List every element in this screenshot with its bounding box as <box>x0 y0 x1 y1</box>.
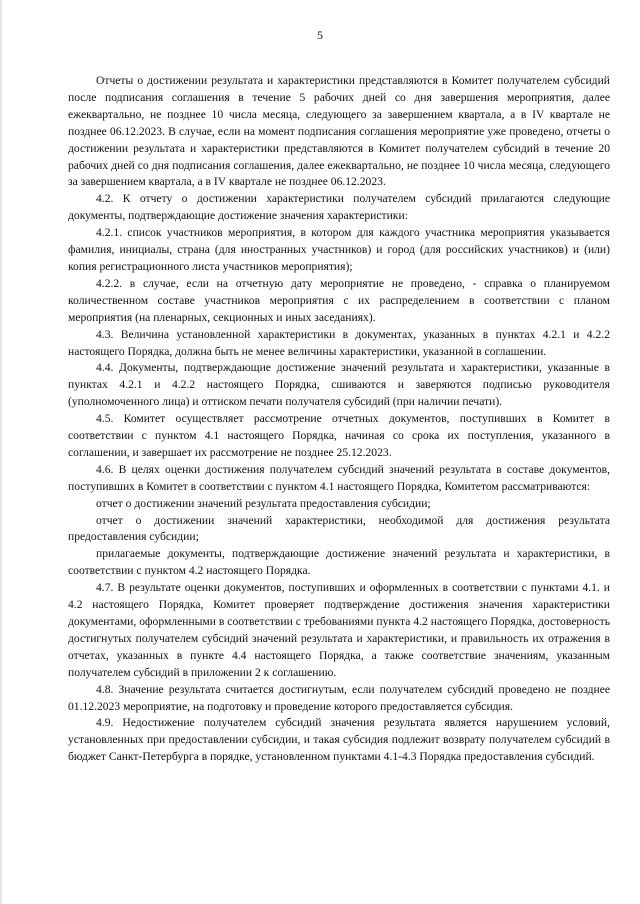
paragraph-4-8: 4.8. Значение результата считается достигнутым, если получателем субсидий проведено не позднее 01.12.2023 мероприятие, на подготовку и проведение которого предоставляется субсидия. <box>68 682 610 713</box>
page-number: 5 <box>317 28 323 42</box>
paragraph-4-7: 4.7. В результате оценки документов, поступивших и оформленных в соответствии с пунктами 4.1. и 4.2 настоящего Порядка, Комитет проверяет подтверждение достижения значения характеристики документами, оформленными в соответствии с требованиями пункта 4.2 настоящего Порядка, достоверность достигнутых получателем субсидий значений результата и характеристики, и правильность их отражения в отчетах, указанных в пункте 4.4 настоящего Порядка, а также соответствие значениям, указанным получателем субсидий в приложении 2 к соглашению. <box>68 581 610 679</box>
paragraph-4-6-item-1: отчет о достижении значений результата предоставления субсидии; <box>96 496 431 510</box>
paragraph-4-2-2: 4.2.2. в случае, если на отчетную дату мероприятие не проведено, - справка о планируемом количественном составе участников мероприятия с их распределением в соответствии с планом мероприятия (на пленарных, секционных и иных заседаниях). <box>68 276 610 324</box>
paragraph-4-3: 4.3. Величина установленной характеристики в документах, указанных в пунктах 4.2.1 и 4.2.2 настоящего Порядка, должна быть не менее величины характеристики, указанной в соглашении. <box>68 327 610 358</box>
paragraph-4-5: 4.5. Комитет осуществляет рассмотрение отчетных документов, поступивших в Комитет в соответствии с пунктом 4.1 настоящего Порядка, начиная со срока их поступления, указанного в соглашении, и завершает их рассмотрение не позднее 25.12.2023. <box>68 412 610 459</box>
paragraph-4-9: 4.9. Недостижение получателем субсидий значения результата является нарушением условий, установленных при предоставлении субсидии, и такая субсидия подлежит возврату получателем субсидий в бюджет Санкт-Петербурга в порядке, установленном пунктами 4.1-4.3 Порядка предоставления субсидий. <box>68 716 610 764</box>
scan-edge-shadow <box>0 0 3 904</box>
document-body <box>68 73 610 766</box>
paragraph-report-deadlines: Отчеты о достижении результата и характеристики представляются в Комитет получателем субсидий после подписания соглашения в течение 5 рабочих дней со дня завершения мероприятия, далее ежеквартально, не позднее 10 числа месяца, следующего за завершением квартала, а в IV квартале не позднее 06.12.2023. В случае, если на момент подписания соглашения мероприятие уже проведено, отчеты о достижении результата и характеристики представляются в Комитет получателем субсидий в течение 20 рабочих дней со дня подписания соглашения, далее ежеквартально, не позднее 10 числа месяца, следующего за завершением квартала, а в IV квартале не позднее 06.12.2023. <box>68 74 610 189</box>
paragraph-4-6-item-2: отчет о достижении значений характеристики, необходимой для достижения результата предоставления субсидии; <box>68 513 610 544</box>
paragraph-4-2: 4.2. К отчету о достижении характеристики получателем субсидий прилагаются следующие документы, подтверждающие достижение значения характеристики: <box>68 192 610 223</box>
paragraph-4-4: 4.4. Документы, подтверждающие достижение значений результата и характеристики, указанные в пунктах 4.2.1 и 4.2.2 настоящего Порядка, сшиваются и заверяются подписью руководителя (уполномоченного лица) и оттиском печати получателя субсидий (при наличии печати). <box>68 361 610 409</box>
paragraph-4-6-item-3: прилагаемые документы, подтверждающие достижение значений результата и характеристики, в соответствии с пунктом 4.2 настоящего Порядка. <box>68 547 610 578</box>
paragraph-4-2-1: 4.2.1. список участников мероприятия, в котором для каждого участника мероприятия указывается фамилия, инициалы, страна (для иностранных участников) и город (для российских участников) и (или) копия регистрационного листа участников мероприятия); <box>68 226 610 273</box>
paragraph-4-6: 4.6. В целях оценки достижения получателем субсидий значений результата в составе документов, поступивших в Комитет в соответствии с пунктом 4.1 настоящего Порядка, Комитетом рассматриваются: <box>68 462 610 493</box>
